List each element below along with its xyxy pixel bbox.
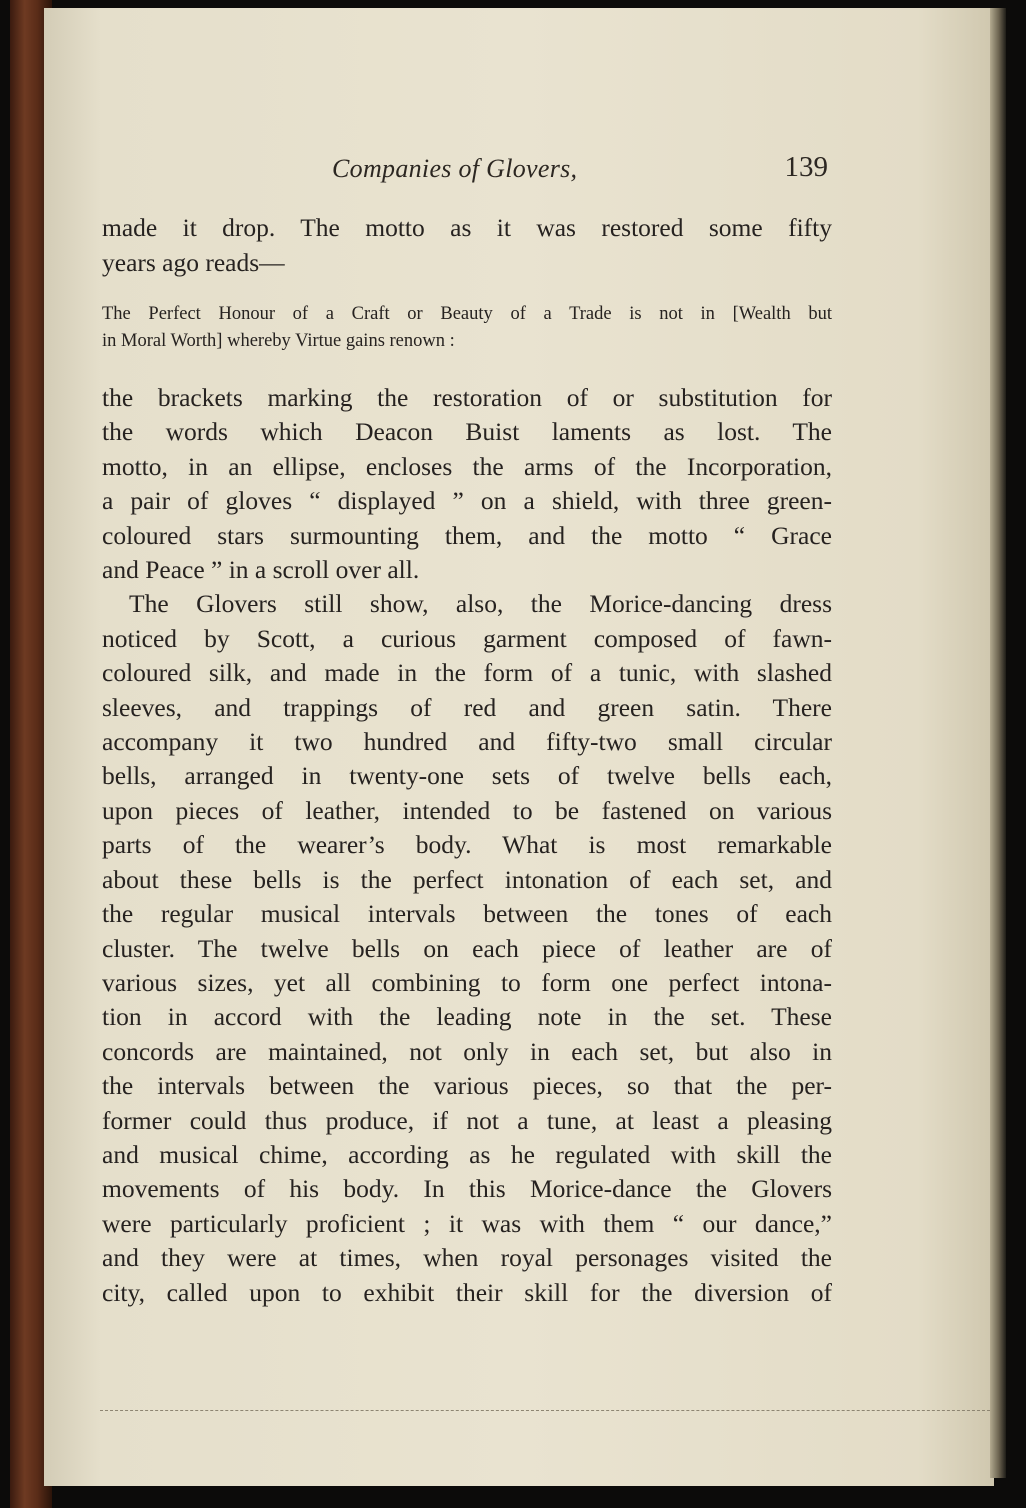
text-line: various sizes, yet all combining to form one perfect intona-	[102, 967, 832, 997]
text-line: and Peace ” in a scroll over all.	[102, 555, 420, 585]
text-line: coloured stars surmounting them, and the motto “ Grace	[102, 520, 832, 550]
text-line: concords are maintained, not only in each set, but also in	[102, 1036, 832, 1066]
quote-line: in Moral Worth] whereby Virtue gains renown :	[102, 331, 455, 351]
running-head	[102, 148, 832, 194]
text-line: parts of the wearer’s body. What is most remarkable	[102, 830, 832, 860]
text-line: movements of his body. In this Morice-dance the Glovers	[102, 1174, 832, 1204]
text-line: years ago reads—	[102, 247, 285, 277]
text-line: were particularly proficient ; it was with them “ our dance,”	[102, 1208, 832, 1238]
text-line: cluster. The twelve bells on each piece of leather are of	[102, 933, 832, 963]
text-line: accompany it two hundred and fifty-two small circular	[102, 727, 832, 757]
text-line: tion in accord with the leading note in the set. These	[102, 1002, 832, 1032]
quote-line: The Perfect Honour of a Craft or Beauty of a Trade is not in [Wealth but	[102, 304, 832, 324]
text-line: The Glovers still show, also, the Morice-dancing dress	[129, 589, 832, 619]
motto-quotation	[102, 301, 832, 355]
text-line: a pair of gloves “ displayed ” on a shield, with three green-	[102, 486, 832, 516]
text-line: made it drop. The motto as it was restored some fifty	[102, 213, 832, 242]
text-line: sleeves, and trappings of red and green satin. There	[102, 692, 832, 722]
text-line: motto, in an ellipse, encloses the arms of the Incorporation,	[102, 451, 832, 481]
text-line: the words which Deacon Buist laments as lost. The	[102, 417, 832, 447]
bottom-page-rule	[100, 1410, 990, 1411]
text-line: and they were at times, when royal personages visited the	[102, 1243, 832, 1273]
text-line: and musical chime, according as he regulated with skill the	[102, 1139, 832, 1169]
text-line: bells, arranged in twenty-one sets of twelve bells each,	[102, 761, 832, 791]
text-line: noticed by Scott, a curious garment composed of fawn-	[102, 623, 832, 653]
text-line: upon pieces of leather, intended to be fastened on various	[102, 795, 832, 825]
text-line: the regular musical intervals between the tones of each	[102, 899, 832, 929]
text-line: about these bells is the perfect intonation of each set, and	[102, 864, 832, 894]
text-line: coloured silk, and made in the form of a tunic, with slashed	[102, 658, 832, 688]
text-line: city, called upon to exhibit their skill for the diversion of	[102, 1277, 832, 1307]
running-head-title: Companies of Glovers,	[332, 154, 578, 183]
page-number: 139	[784, 151, 828, 183]
opening-paragraph	[102, 211, 832, 280]
page-edge-shadow	[990, 8, 1006, 1478]
text-line: the intervals between the various pieces, so that the per-	[102, 1071, 832, 1101]
body-text	[102, 381, 832, 1310]
text-line: the brackets marking the restoration of or substitution for	[102, 383, 832, 412]
text-line: former could thus produce, if not a tune, at least a pleasing	[102, 1105, 832, 1135]
